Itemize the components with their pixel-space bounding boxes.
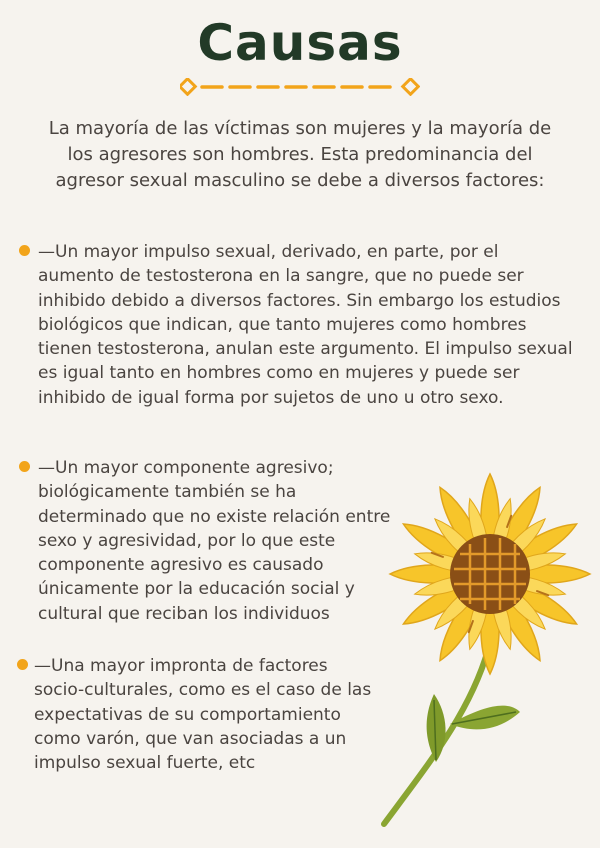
intro-paragraph: La mayoría de las víctimas son mujeres y la mayoría de los agresores son hombres. Esta predominancia del agresor sexual masculino se debe a diversos factores: <box>48 118 552 191</box>
title-divider <box>180 78 420 96</box>
bullet-item-1: —Un mayor impulso sexual, derivado, en parte, por el aumento de testosterona en la sangre, que no puede ser inhibido debido a diversos factores. Sin embargo los estudios biológicos que indican, que tanto mujeres como hombres tienen testosterona, anulan este argumento. El impulso sexual es igual tanto en hombres como en mujeres y puede ser inhibido de igual forma por sujetos de uno u otro sexo. <box>38 242 573 408</box>
sunflower-icon <box>370 462 600 832</box>
page-title: Causas <box>197 14 403 72</box>
bullet-dot <box>17 659 28 670</box>
bullet-dot <box>19 245 30 256</box>
bullet-item-3: —Una mayor impronta de factores socio-culturales, como es el caso de las expectativas de su comportamiento como varón, que van asociadas a un impulso sexual fuerte, etc <box>34 656 372 774</box>
bullet-dot <box>19 461 30 472</box>
bullet-item-2: —Un mayor componente agresivo; biológicamente también se ha determinado que no existe relación entre sexo y agresividad, por lo que este componente agresivo es causado únicamente por la educación social y cultural que reciban los individuos <box>38 458 391 624</box>
